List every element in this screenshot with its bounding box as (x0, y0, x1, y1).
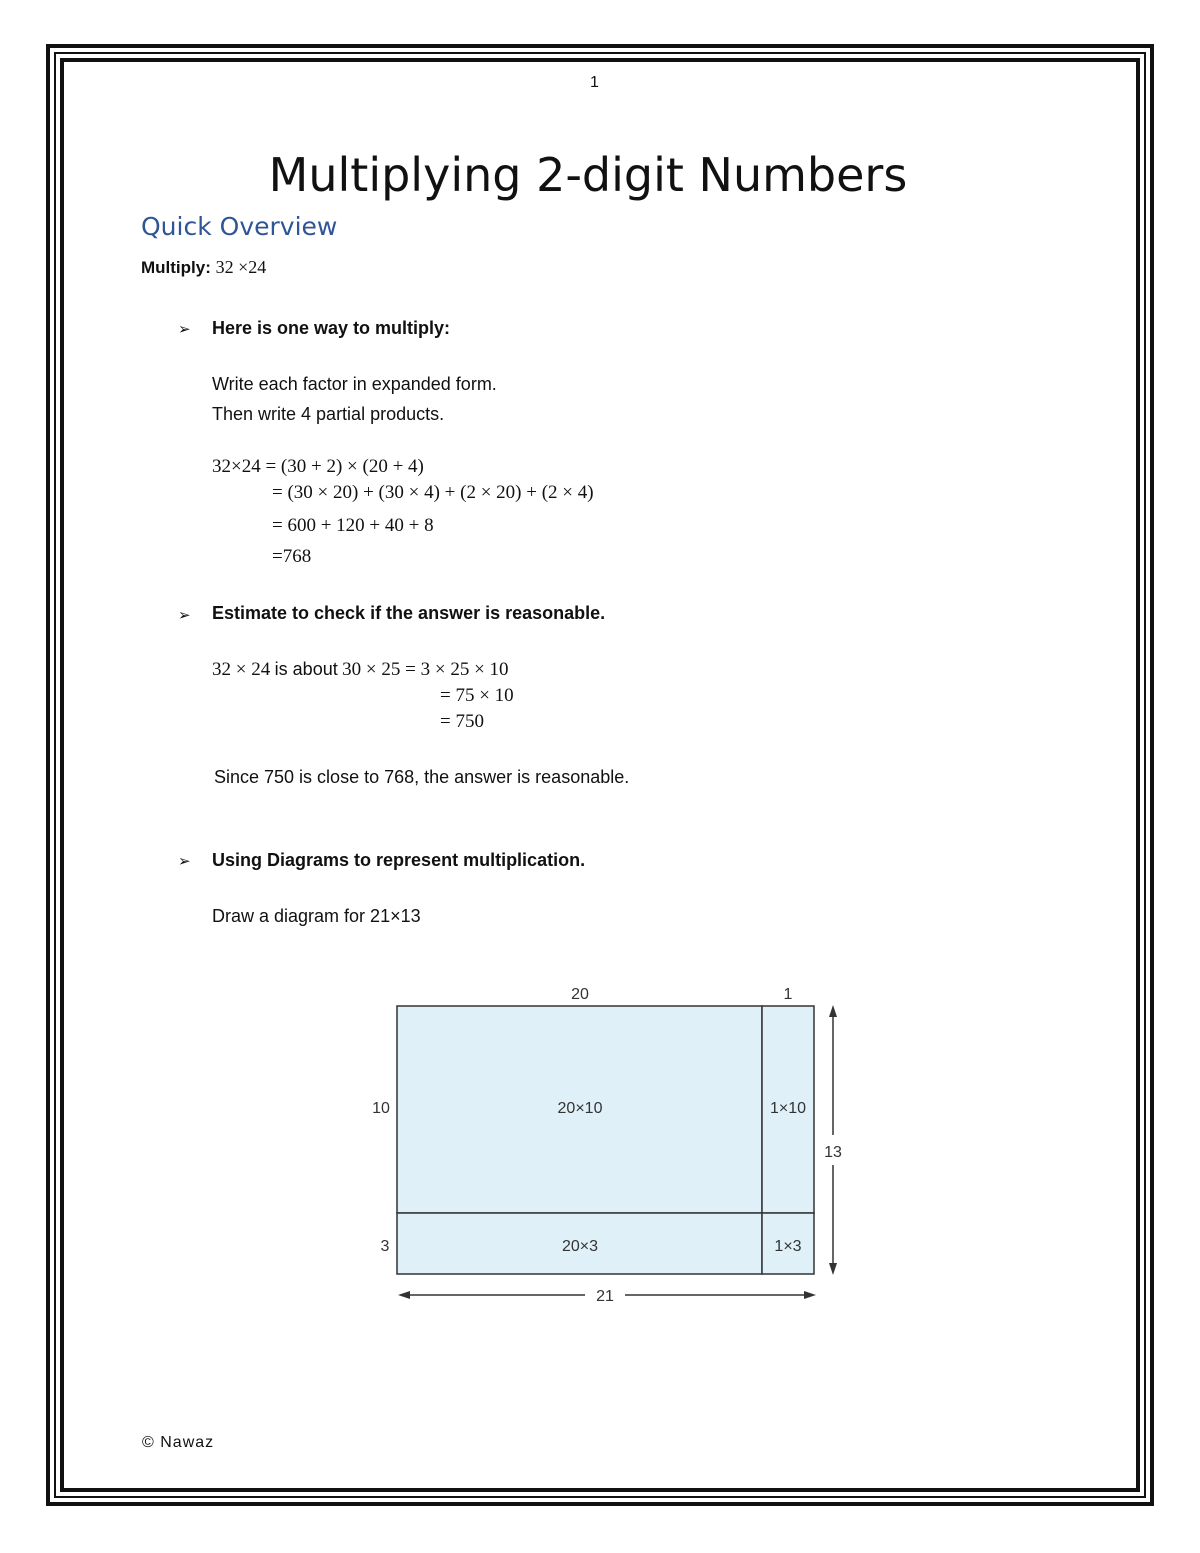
estimate-line-1: 30 × 25 = 3 × 25 × 10 (342, 659, 509, 680)
left-label-3: 3 (380, 1238, 390, 1255)
math-line-1: 32×24 = (30 + 2) × (20 + 4) (212, 456, 424, 477)
bullet-arrow-icon: ➢ (178, 321, 191, 338)
page-title: Multiplying 2-digit Numbers (268, 148, 908, 202)
top-label-20: 20 (571, 986, 589, 1003)
footer-copyright: © Nawaz (142, 1434, 215, 1451)
height-arrow-bottom-icon (829, 1263, 837, 1275)
bullet-arrow-icon: ➢ (178, 607, 191, 624)
top-label-1: 1 (783, 986, 793, 1003)
cell-label-1x3: 1×3 (774, 1238, 802, 1255)
cell-label-20x3: 20×3 (561, 1238, 599, 1255)
total-height-label: 13 (824, 1144, 842, 1161)
bullet-arrow-icon: ➢ (178, 853, 191, 870)
estimate-line-3: = 750 (440, 711, 484, 732)
estimate-mid: is about (274, 659, 338, 679)
section1-heading: Here is one way to multiply: (212, 318, 451, 338)
multiply-expression: 32 ×24 (215, 257, 267, 277)
estimate-line (212, 659, 509, 681)
section2-heading: Estimate to check if the answer is reasonable. (212, 603, 606, 623)
estimate-conclusion: Since 750 is close to 768, the answer is reasonable. (214, 767, 630, 787)
math-line-2: = (30 × 20) + (30 × 4) + (2 × 20) + (2 × 4) (272, 482, 594, 503)
width-arrow-right-icon (804, 1291, 816, 1299)
section3-instruction: Draw a diagram for 21×13 (212, 906, 421, 926)
cell-label-20x10: 20×10 (557, 1100, 603, 1117)
width-arrow-left-icon (398, 1291, 410, 1299)
section1-line1: Write each factor in expanded form. (212, 374, 497, 394)
section3-heading: Using Diagrams to represent multiplication. (212, 850, 586, 870)
math-line-3: = 600 + 120 + 40 + 8 (272, 515, 434, 536)
cell-label-1x10: 1×10 (769, 1100, 807, 1117)
section-subtitle: Quick Overview (141, 212, 338, 241)
area-model-diagram (360, 975, 860, 1310)
height-arrow-top-icon (829, 1005, 837, 1017)
math-line-4: =768 (272, 546, 312, 567)
left-label-10: 10 (372, 1100, 390, 1117)
page-number: 1 (590, 74, 599, 91)
estimate-line-2: = 75 × 10 (440, 685, 514, 706)
total-width-label: 21 (596, 1288, 614, 1305)
multiply-line (141, 257, 266, 278)
estimate-prefix: 32 × 24 (212, 659, 271, 680)
multiply-label: Multiply: (141, 258, 211, 277)
section1-line2: Then write 4 partial products. (212, 404, 445, 424)
